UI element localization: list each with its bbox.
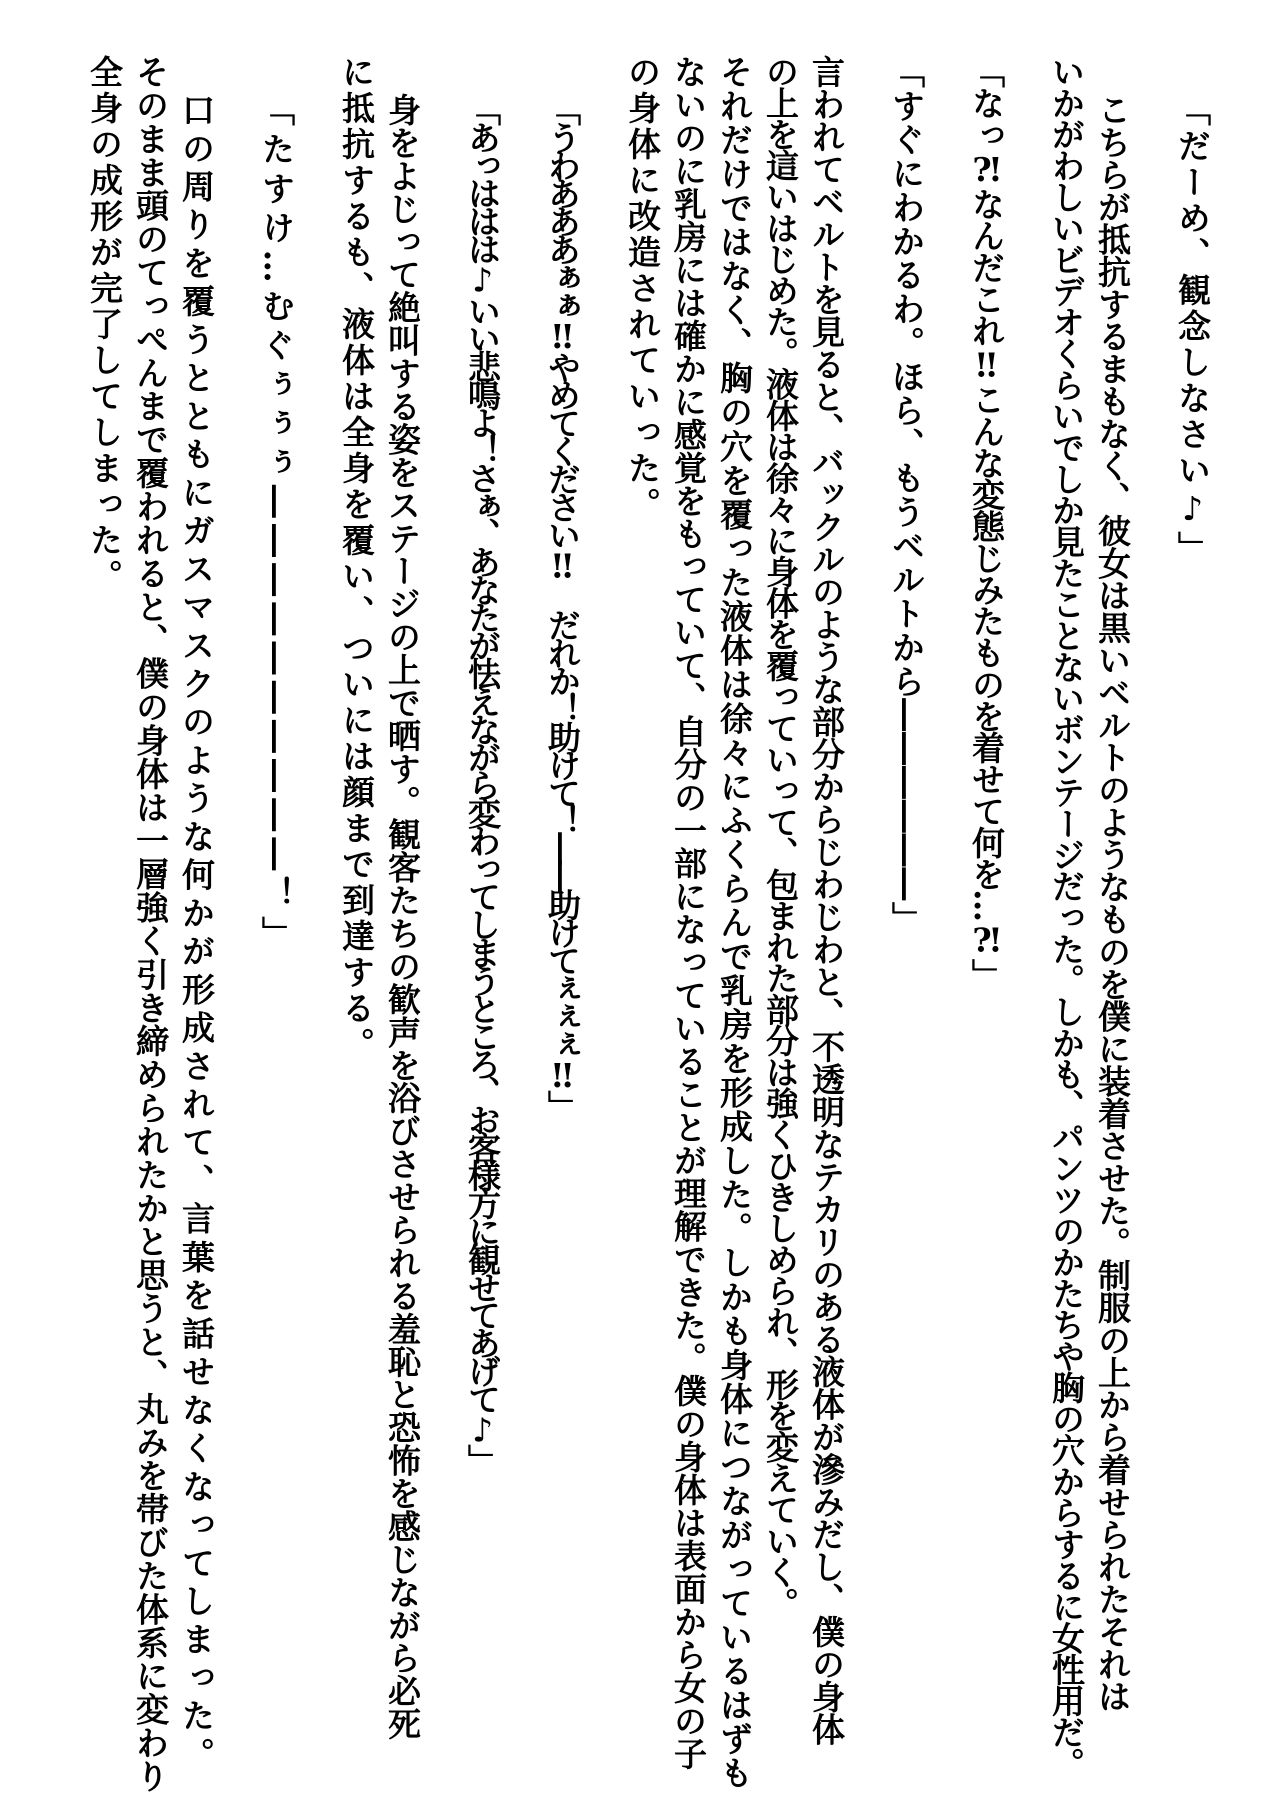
text-line: そのまま頭のてっぺんまで覆われると、僕の身体は一層強く引き締められたかと思うと、丸みを帯びた体系に変わり [131,55,170,1793]
text-line: 言われてベルトを見ると、バックルのような部分からじわじわと、不透明なテカリのある液体が滲みだし、僕の身体 [807,55,846,1745]
text-line: 「だーめ、観念しなさい♪」 [1173,93,1212,567]
text-line: いかがわしいビデオくらいでしか見たことないボンテージだった。しかも、パンツのかたちや胸の穴からするに女性用だ。 [1047,55,1086,1779]
text-line: 口の周りを覆うとともにガスマスクのような何かが形成されて、言葉を話せなくなってしまった。 [177,93,216,1776]
text-line: に抵抗するも、液体は全身を覆い、ついには顔まで到達する。 [337,55,376,1063]
text-line: 身をよじって絶叫する姿をステージの上で晒す。観客たちの歓声を浴びさせられる羞恥と恐怖を感じながら必死 [383,93,422,1741]
text-line: それだけではなく、胸の穴を覆った液体は徐々にふくらんで乳房を形成した。しかも身体につながっているはずも [715,55,754,1791]
text-line: の身体に改造されていった。 [623,55,662,523]
text-line: 「あっははは♪いい悲鳴よ！さぁ、あなたが怯えながら変わってしまうところ、お客様方に観せてあげて♪」 [463,93,502,1473]
text-line: 「すぐにわかるわ。ほら、もうベルトから――――――」 [887,55,926,936]
text-line: 「たすけ…むぐぅぅぅ――――――――――！」 [257,93,296,955]
text-line: 全身の成形が完了してしまった。 [85,55,124,595]
text-line: 「うわあああぁぁ‼やめてください‼ だれか！助けて！――助けてぇぇぇ‼」 [543,93,582,1118]
text-line: の上を這いはじめた。液体は徐々に身体を覆っていって、包まれた部分は強くひきしめられ、形を変えていく。 [761,55,800,1619]
text-line: ないのに乳房には確かに感覚をもっていて、自分の一部になっていることが理解できた。僕の身体は表面から女の子 [669,55,708,1770]
text-line: こちらが抵抗するまもなく、彼女は黒いベルトのようなものを僕に装着させた。制服の上から着せられたそれは [1093,93,1132,1713]
text-line: 「なっ⁈なんだこれ‼こんな変態じみたものを着せて何を…⁈」 [967,55,1006,990]
